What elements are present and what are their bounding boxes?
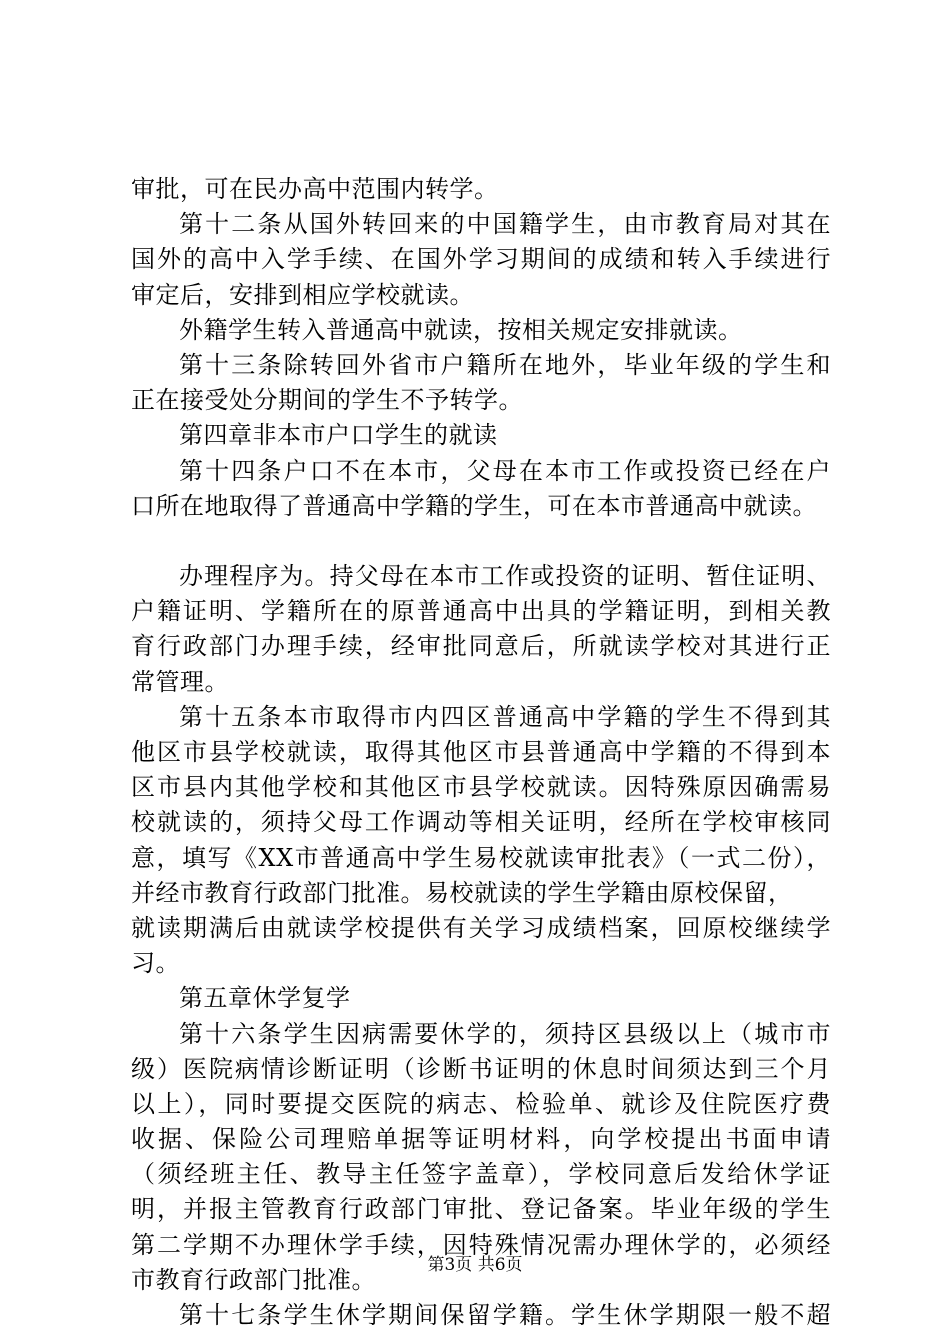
text-line: 级）医院病情诊断证明（诊断书证明的休息时间须达到三个月 [131, 1054, 831, 1083]
document-body [131, 172, 831, 1333]
text-line: 口所在地取得了普通高中学籍的学生，可在本市普通高中就读。 [131, 491, 817, 520]
text-line: 并经市教育行政部门批准。易校就读的学生学籍由原校保留， [131, 878, 793, 907]
text-line: 第四章非本市户口学生的就读 [179, 421, 498, 450]
text-line: 办理程序为。持父母在本市工作或投资的证明、暂住证明、 [179, 562, 831, 591]
text-line: 国外的高中入学手续、在国外学习期间的成绩和转入手续进行 [131, 245, 831, 274]
text-line: 第十六条学生因病需要休学的，须持区县级以上（城市市 [179, 1019, 831, 1048]
text-line: 校就读的，须持父母工作调动等相关证明，经所在学校审核同 [131, 808, 831, 837]
page-footer: 第3页 共6页 [427, 1255, 523, 1275]
text-line: 区市县内其他学校和其他区市县学校就读。因特殊原因确需易 [131, 773, 831, 802]
text-line: 以上），同时要提交医院的病志、检验单、就诊及住院医疗费 [131, 1089, 831, 1118]
text-line: 常管理。 [131, 667, 229, 696]
text-line: 第五章休学复学 [179, 984, 351, 1013]
text-line: 第十二条从国外转回来的中国籍学生，由市教育局对其在 [179, 210, 831, 239]
text-line: 育行政部门办理手续，经审批同意后，所就读学校对其进行正 [131, 632, 831, 661]
text-line: 收据、保险公司理赔单据等证明材料，向学校提出书面申请 [131, 1125, 831, 1154]
text-line: 明，并报主管教育行政部门审批、登记备案。毕业年级的学生 [131, 1195, 831, 1224]
text-line: 第十四条户口不在本市，父母在本市工作或投资已经在户 [179, 456, 831, 485]
text-line: 就读期满后由就读学校提供有关学习成绩档案，回原校继续学 [131, 913, 831, 942]
text-line: 他区市县学校就读，取得其他区市县普通高中学籍的不得到本 [131, 738, 831, 766]
text-line: 外籍学生转入普通高中就读，按相关规定安排就读。 [179, 315, 743, 344]
blank-line [131, 524, 831, 559]
text-line: 第十三条除转回外省市户籍所在地外，毕业年级的学生和 [179, 350, 831, 379]
text-line: 第二学期不办理休学手续，因特殊情况需办理休学的，必须经 [131, 1230, 831, 1259]
text-line: 习。 [131, 949, 180, 978]
text-line: 市教育行政部门批准。 [131, 1265, 376, 1294]
text-line: 意，填写《XX市普通高中学生易校就读审批表》（一式二份）， [131, 843, 831, 872]
text-line: （须经班主任、教导主任签字盖章），学校同意后发给休学证 [131, 1160, 831, 1189]
text-line: 户籍证明、学籍所在的原普通高中出具的学籍证明，到相关教 [131, 597, 831, 626]
text-line: 第十七条学生休学期间保留学籍。学生休学期限一般不超 [179, 1301, 831, 1329]
text-line: 第十五条本市取得市内四区普通高中学籍的学生不得到其 [179, 702, 831, 731]
text-line: 正在接受处分期间的学生不予转学。 [131, 386, 523, 415]
text-line: 审批，可在民办高中范围内转学。 [131, 175, 499, 203]
text-line: 审定后，安排到相应学校就读。 [131, 280, 474, 309]
